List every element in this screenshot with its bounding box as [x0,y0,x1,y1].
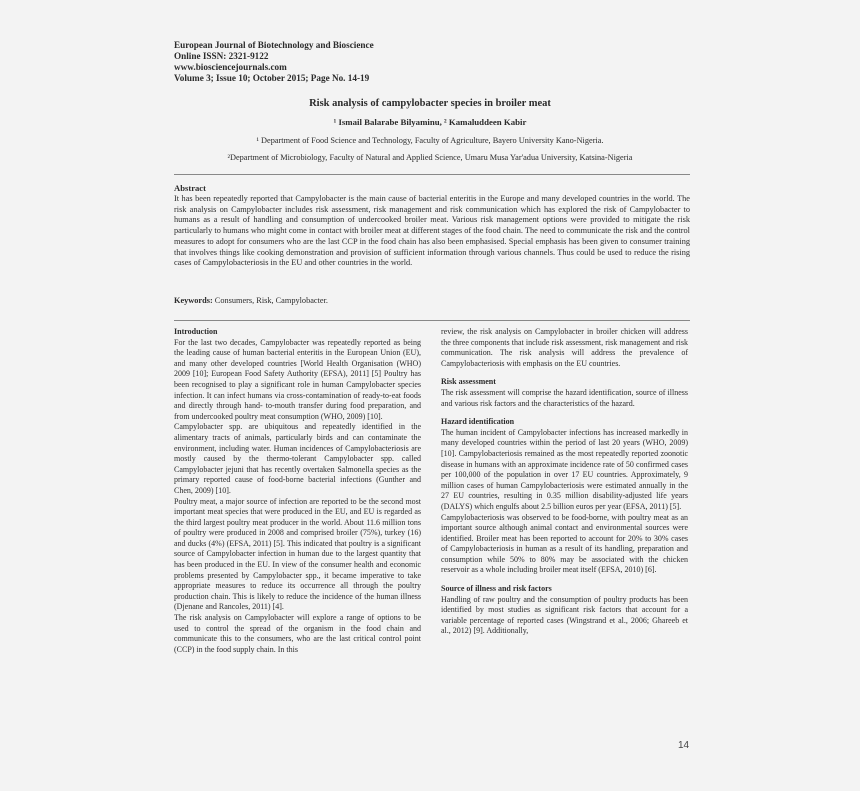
hazard-paragraph-2: Campylobacteriosis was observed to be food-borne, with poultry meat as an important source although animal contact and environmental sources were identified. Broiler meat has been reported to account for 20% to 30% cases of Campylobacteriosis in human as a result of its handling, preparation and consumption while 50% to 80% may be associated with the chicken reservoir as a whole including broiler meat itself (EFSA, 2010) [6]. [441,512,688,575]
divider-top [174,174,690,175]
hazard-identification-heading: Hazard identification [441,417,515,427]
right-column [441,327,688,637]
intro-paragraph-4: The risk analysis on Campylobacter will explore a range of options to be used to control the spread of the organism in the food chain and communicate this to the consumers, who are the last critical control point (CCP) in the food supply chain. In this [174,613,421,654]
intro-paragraph-2: Campylobacter spp. are ubiquitous and repeatedly identified in the alimentary tracts of animals, particularly birds and can contaminate the environment, including water. Human incidences of Campylobacteriosis are mostly caused by the thermo-tolerant Campylobacter spp. called Campylobacter jejuni that has recently overtaken Salmonella species as the primary reported cause of food-borne bacterial infections (Gunther and Chen, 2009) [10]. [174,422,421,495]
risk-assessment-paragraph: The risk assessment will comprise the hazard identification, source of illness and various risk factors and the characteristics of the hazard. [441,387,688,408]
page-number: 14 [678,740,690,751]
left-column [174,327,421,655]
abstract-text: It has been repeatedly reported that Campylobacter is the main cause of bacterial enteritis in the Europe and many developed countries in the world. The risk analysis on Campylobacter includes risk assessment, risk management and risk communication which has explored the risk of Campylobacter to humans as a result of handling and consumption of undercooked broiler meat. Various risk management options were provided to mitigate the risk particularly to humans who might come in contact with broiler meat at different stages of the food chain. The need to communicate the risk and the control measures to adopt for consumers who are the last CCP in the food chain has also been emphasised. Special emphasis has been given to consumer training that involves things like cooking demonstration and provision of sufficient information through various channels. Thus could be used to reduce the rising cases of Campylobacteriosis in the EU and other countries in the world. [174,194,690,268]
journal-header [174,40,374,84]
keywords-label: Keywords: [174,296,213,305]
keywords [174,296,690,305]
source-paragraph: Handling of raw poultry and the consumption of poultry products has been identified by most studies as significant risk factors that account for a variable percentage of reported cases (Wingstrand et al., 2006; Ghareeb et al., 2012) [9]. Additionally, [441,594,688,636]
journal-website: www.biosciencejournals.com [174,62,287,72]
keywords-text: Consumers, Risk, Campylobacter. [214,296,328,305]
journal-issn: Online ISSN: 2321-9122 [174,51,269,61]
right-paragraph-1: review, the risk analysis on Campylobacter in broiler chicken will address the three components that include risk assessment, risk management and risk communication. The risk analysis will address the prevalence of Campylobacteriosis with emphasis on the EU countries. [441,327,688,368]
affiliation-2: ²Department of Microbiology, Faculty of Natural and Applied Science, Umaru Musa Yar'adua University, Katsina-Nigeria [227,153,633,162]
paper-authors: ¹ Ismail Balarabe Bilyaminu, ² Kamaluddeen Kabir [333,117,527,127]
journal-volume: Volume 3; Issue 10; October 2015; Page No. 14-19 [174,73,370,83]
intro-paragraph-3: Poultry meat, a major source of infection are reported to be the second most important meat species that were produced in the EU, and EU is regarded as the third largest poultry meat producer in the world. About 11.6 million tons of poultry were produced in 2008 and comprised broiler (75%), turkey (16) and ducks (4%) (EFSA, 2011) [5]. This indicated that poultry is a significant source of Campylobacter infection in human due to the largest quantity that has been produced in the EU. In view of the consumer health and economic problems presented by Campylobacter spp., it became imperative to take appropriate measures to reduce its occurrence all through the poultry production chain. This is likely to reduce the incidence of the human illness (Djenane and Rancoles, 2011) [4]. [174,496,421,612]
intro-paragraph-1: For the last two decades, Campylobacter was repeatedly reported as being the leading cause of human bacterial enteritis in the European Union (EU), and many other developed countries [World Health Organisation (WHO) 2009 [10]; European Food Safety Authority (EFSA), 2011] [5] Poultry has been recognised to play a significant role in human Campylobacter species infection. It can infect humans via cross-contamination of ready-to-eat foods and directly through hand- to-mouth transfer during food preparation, and from undercooked poultry meat consumption (WHO, 2009) [10]. [174,337,421,421]
abstract-heading: Abstract [174,183,206,193]
affiliation-1: ¹ Department of Food Science and Technology, Faculty of Agriculture, Bayero University Kano-Nigeria. [256,136,604,145]
introduction-heading: Introduction [174,327,218,336]
risk-assessment-heading: Risk assessment [441,377,496,387]
paper-title: Risk analysis of campylobacter species in broiler meat [309,98,551,109]
hazard-paragraph-1: The human incident of Campylobacter infections has increased markedly in many developed countries within the period of last 20 years (WHO, 2009)[10]. Campylobacteriosis remained as the most repeatedly reported zoonotic disease in humans with an approximate incidence rate of 50 confirmed cases per 100,000 of the population in over 17 EU countries. Approximately, 9 million cases of human Campylobacteriosis were estimated annually in the 27 EU countries, resulting in 0.35 million disability-adjusted life years (DALYS) which engulfs about 2.5 billion euros per year (EFSA, 2011) [5]. [441,427,688,511]
journal-name: European Journal of Biotechnology and Bioscience [174,40,374,50]
divider-bottom [174,320,690,321]
source-of-illness-heading: Source of illness and risk factors [441,584,552,594]
